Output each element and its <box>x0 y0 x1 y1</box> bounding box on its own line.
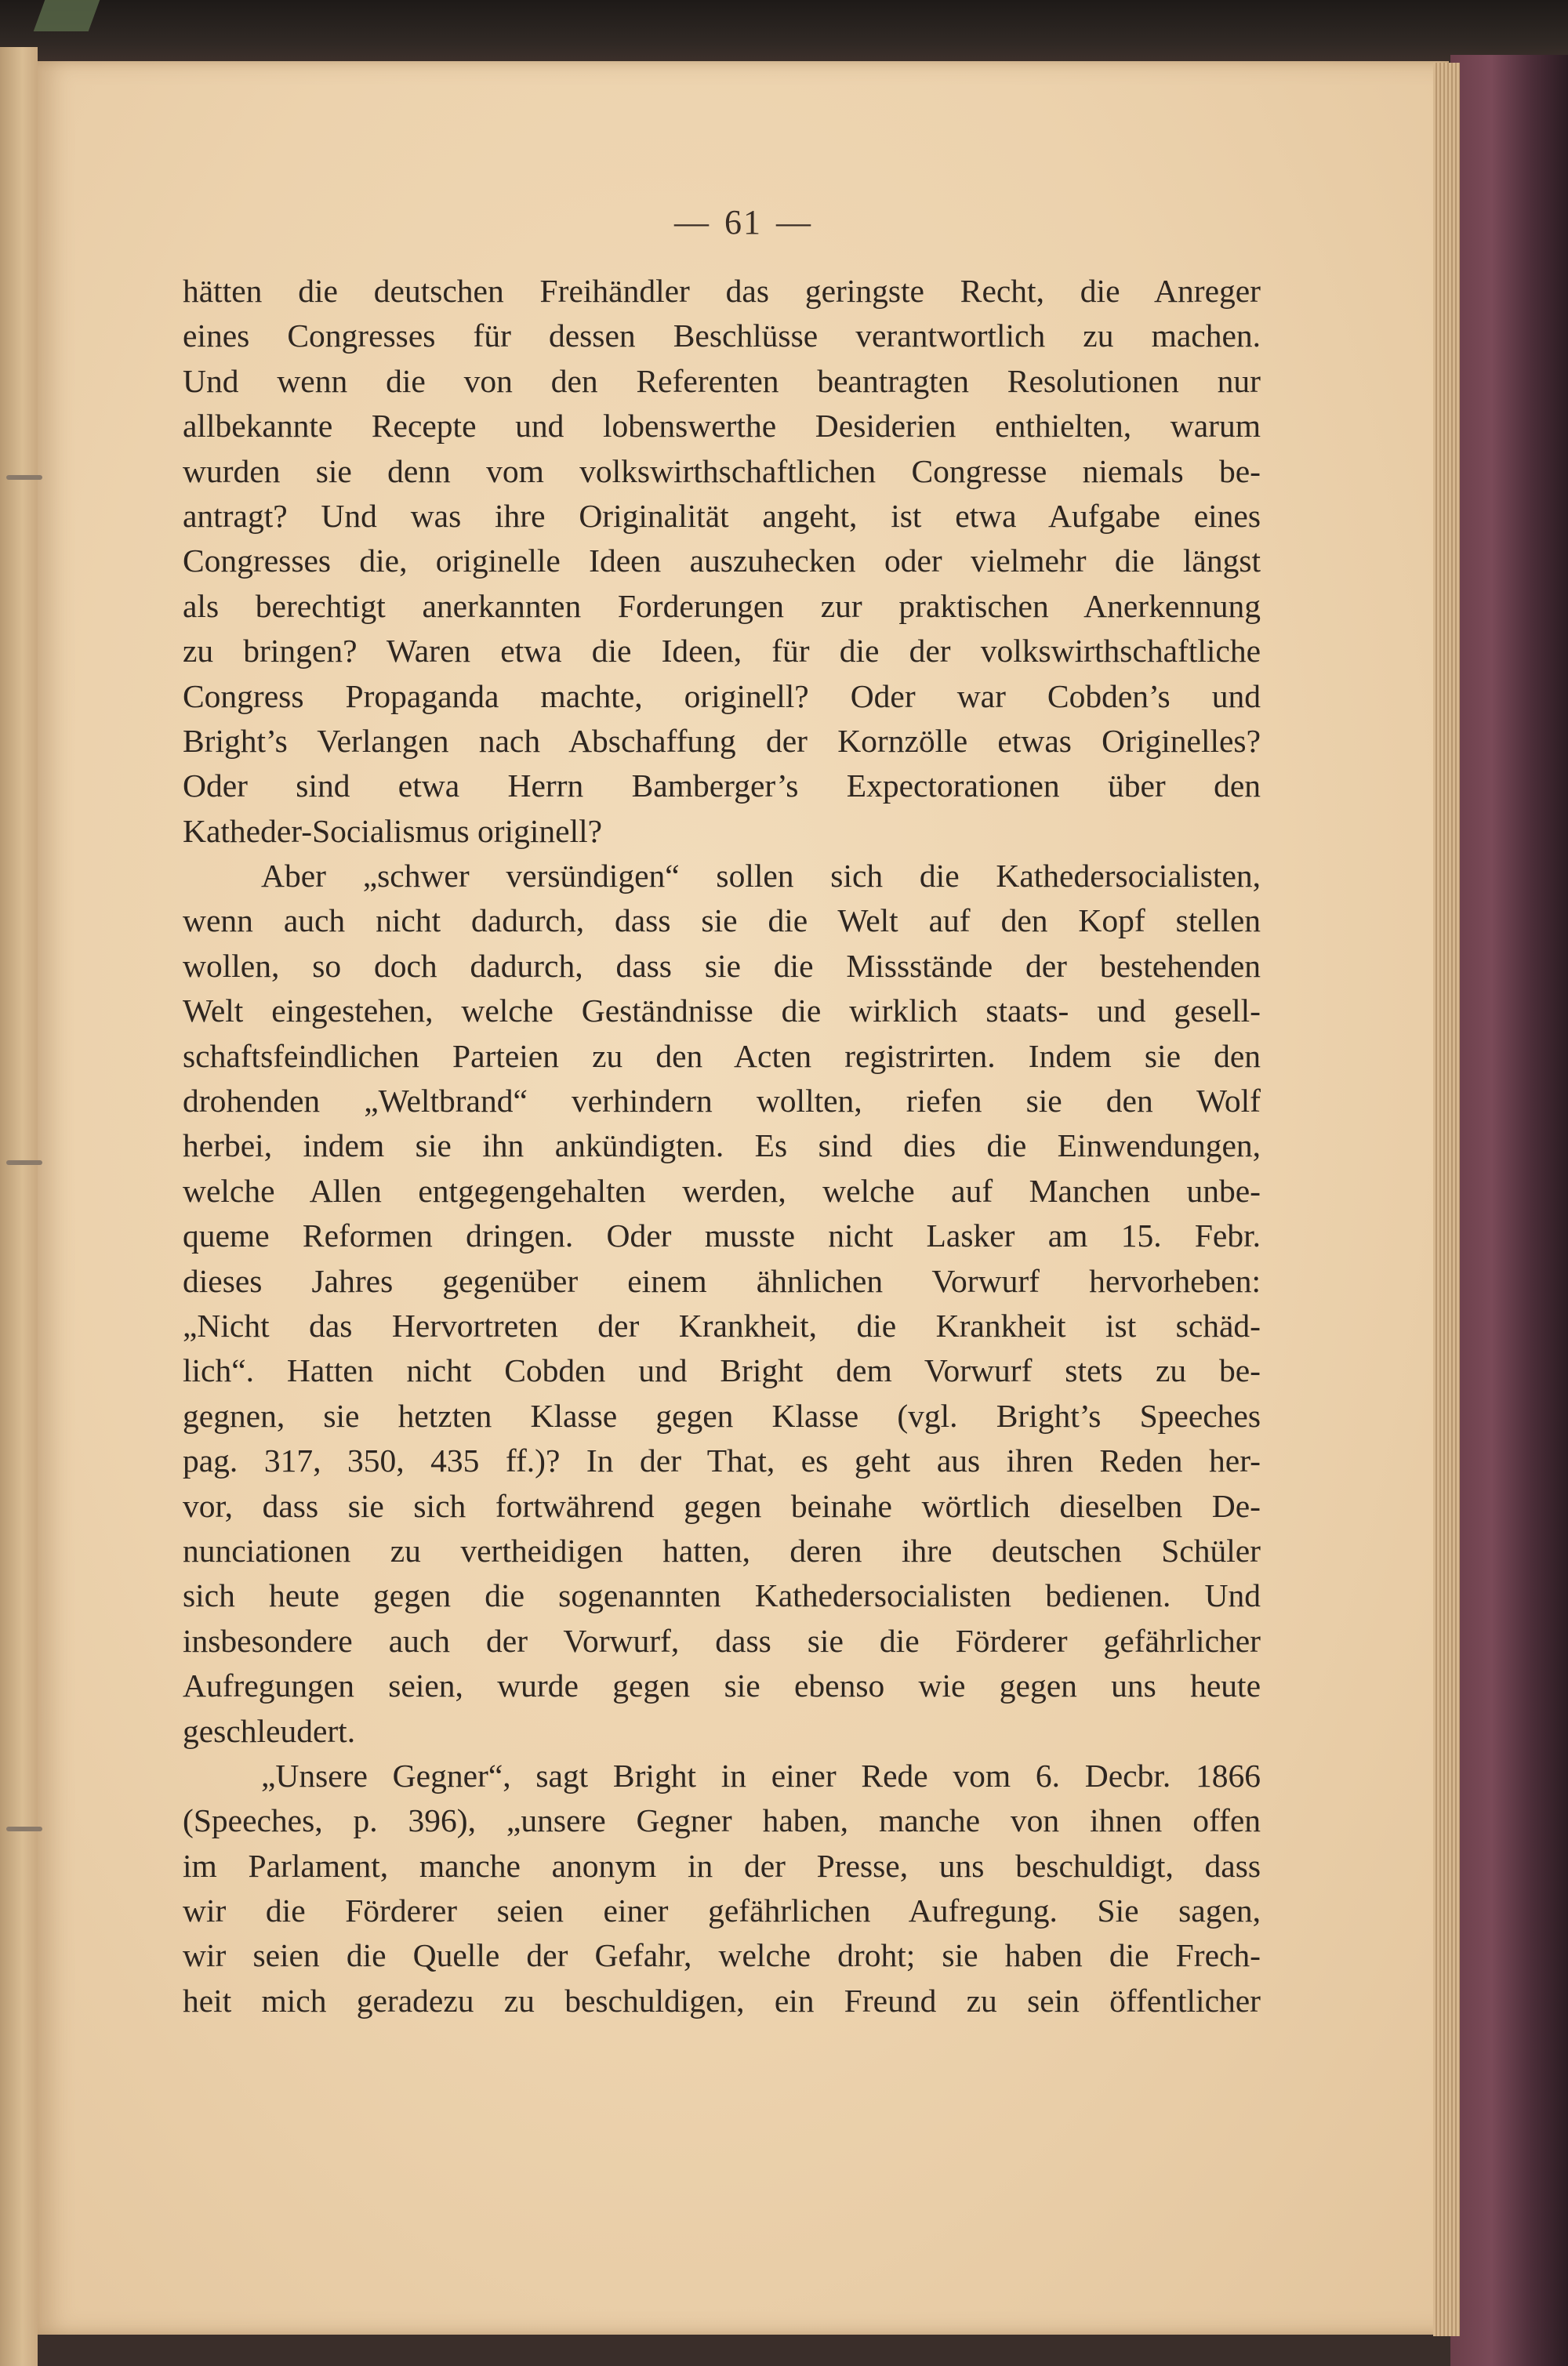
text-line: Bright’s Verlangen nach Abschaffung der Kornzölle etwas Originelles? <box>183 722 1261 759</box>
text-line: im Parlament, manche anonym in der Presse, uns beschuldigt, dass <box>183 1847 1261 1884</box>
scanner-top-edge <box>0 0 1568 61</box>
page-number: 61 <box>724 203 762 241</box>
body-text <box>183 269 1261 2023</box>
page-stack-edge <box>1433 63 1460 2336</box>
text-line: Congresses die, originelle Ideen auszuhecken oder vielmehr die längst <box>183 543 1261 579</box>
text-line: zu bringen? Waren etwa die Ideen, für die der volkswirthschaftliche <box>183 633 1261 670</box>
text-line: Aufregungen seien, wurde gegen sie ebenso wie gegen uns heute <box>183 1667 1261 1704</box>
text-line: schaftsfeindlichen Parteien zu den Acten registrirten. Indem sie den <box>183 1037 1261 1074</box>
text-line: Oder sind etwa Herrn Bamberger’s Expectorationen über den <box>183 767 1261 804</box>
text-line: wurden sie denn vom volkswirthschaftlichen Congresse niemals be- <box>183 452 1261 489</box>
text-line: Welt eingestehen, welche Geständnisse die wirklich staats- und gesell- <box>183 992 1261 1029</box>
text-line: nunciationen zu vertheidigen hatten, deren ihre deutschen Schüler <box>183 1532 1261 1569</box>
header-dash: — <box>776 203 812 241</box>
text-line: lich“. Hatten nicht Cobden und Bright dem Vorwurf stets zu be- <box>183 1352 1261 1389</box>
text-line: geschleudert. <box>183 1712 356 1749</box>
text-line: vor, dass sie sich fortwährend gegen beinahe wörtlich dieselben De- <box>183 1487 1261 1524</box>
text-line: drohenden „Weltbrand“ verhindern wollten, riefen sie den Wolf <box>183 1083 1261 1119</box>
text-line: queme Reformen dringen. Oder musste nicht Lasker am 15. Febr. <box>183 1217 1261 1254</box>
text-line: eines Congresses für dessen Beschlüsse verantwortlich zu machen. <box>183 318 1261 354</box>
page-header <box>38 202 1449 242</box>
header-dash: — <box>674 203 710 241</box>
text-line: wenn auch nicht dadurch, dass sie die Welt auf den Kopf stellen <box>183 902 1261 939</box>
margin-mark <box>6 475 42 480</box>
text-line: Und wenn die von den Referenten beantragten Resolutionen nur <box>183 362 1261 399</box>
text-line: wir die Förderer seien einer gefährlichen Aufregung. Sie sagen, <box>183 1892 1261 1929</box>
margin-mark <box>6 1827 42 1831</box>
text-line: „Nicht das Hervortreten der Krankheit, die Krankheit ist schäd- <box>183 1307 1261 1344</box>
text-line: hätten die deutschen Freihändler das geringste Recht, die Anreger <box>183 273 1261 309</box>
text-line: pag. 317, 350, 435 ff.)? In der That, es geht aus ihren Reden her- <box>183 1442 1261 1479</box>
text-line: Congress Propaganda machte, originell? Oder war Cobden’s und <box>183 677 1261 714</box>
text-line: insbesondere auch der Vorwurf, dass sie die Förderer gefährlicher <box>183 1622 1261 1659</box>
text-line: heit mich geradezu zu beschuldigen, ein Freund zu sein öffentlicher <box>183 1982 1261 2019</box>
text-line: sich heute gegen die sogenannten Kathedersocialisten bedienen. Und <box>183 1577 1261 1614</box>
text-line: gegnen, sie hetzten Klasse gegen Klasse (vgl. Bright’s Speeches <box>183 1397 1261 1434</box>
text-line: wollen, so doch dadurch, dass sie die Missstände der bestehenden <box>183 947 1261 984</box>
text-line: welche Allen entgegengehalten werden, welche auf Manchen unbe- <box>183 1172 1261 1209</box>
text-line: dieses Jahres gegenüber einem ähnlichen Vorwurf hervorheben: <box>183 1262 1261 1299</box>
text-line: als berechtigt anerkannten Forderungen zur praktischen Anerkennung <box>183 587 1261 624</box>
text-line: (Speeches, p. 396), „unsere Gegner haben, manche von ihnen offen <box>183 1802 1261 1839</box>
book-cover-edge <box>1450 55 1568 2366</box>
book-page <box>38 61 1449 2335</box>
text-line: „Unsere Gegner“, sagt Bright in einer Rede vom 6. Decbr. 1866 <box>261 1757 1261 1794</box>
text-line: Aber „schwer versündigen“ sollen sich die Kathedersocialisten, <box>261 858 1261 895</box>
margin-mark <box>6 1160 42 1165</box>
facing-page-edge <box>0 47 38 2366</box>
text-line: allbekannte Recepte und lobenswerthe Desiderien enthielten, warum <box>183 408 1261 445</box>
text-line: antragt? Und was ihre Originalität angeht, ist etwa Aufgabe eines <box>183 497 1261 534</box>
text-line: herbei, indem sie ihn ankündigten. Es sind dies die Einwendungen, <box>183 1127 1261 1164</box>
text-line: Katheder-Socialismus originell? <box>183 812 603 849</box>
text-line: wir seien die Quelle der Gefahr, welche droht; sie haben die Frech- <box>183 1937 1261 1974</box>
bookmark-ribbon <box>34 0 100 31</box>
